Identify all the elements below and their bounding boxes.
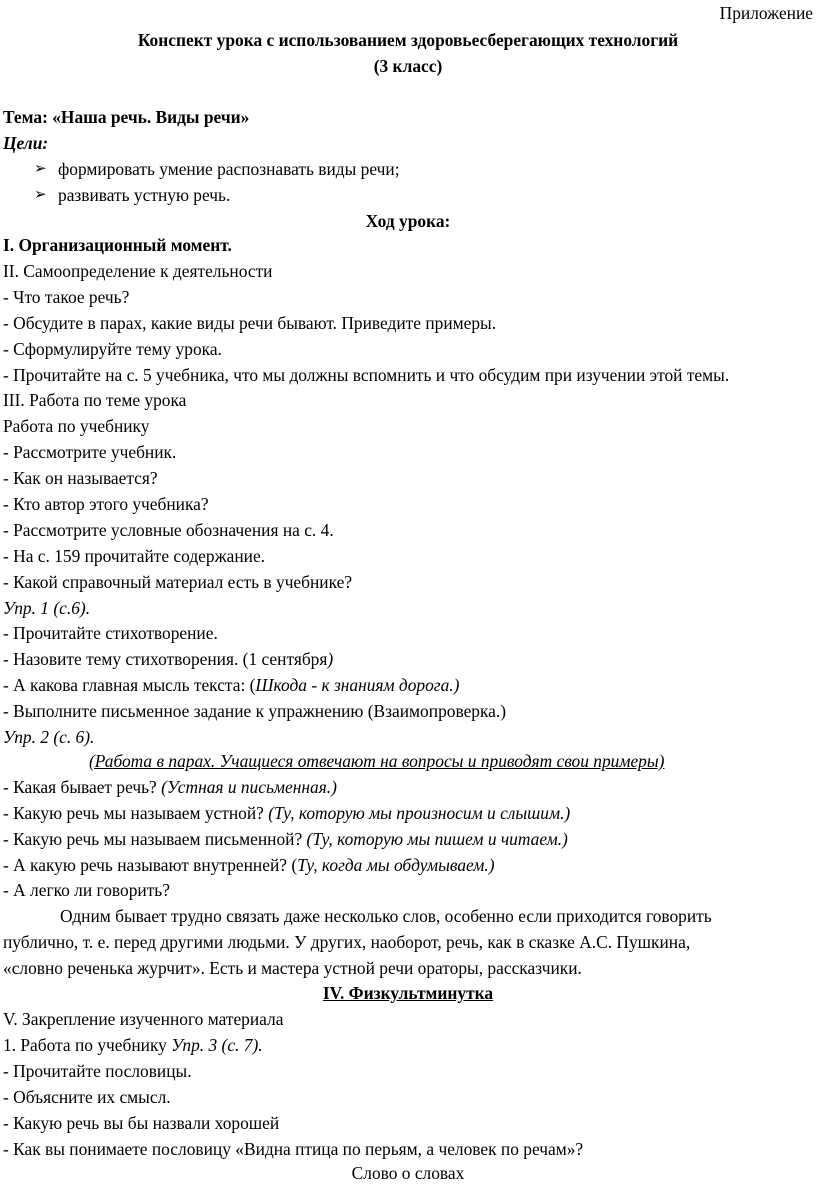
question-line: - Рассмотрите учебник. <box>3 442 177 462</box>
question-line: - Какой справочный материал есть в учебнике? <box>3 572 353 592</box>
question-line: - А легко ли говорить? <box>3 880 170 900</box>
question-line <box>3 852 495 878</box>
stage-heading: III. Работа по теме урока <box>3 390 187 410</box>
section-text: 1. Работа по учебнику <box>3 1035 172 1055</box>
goal-item: формировать умение распознавать виды речи; <box>58 159 400 179</box>
question-line: - Как вы понимаете пословицу «Видна птица по перьям, а человек по речам»? <box>3 1139 584 1159</box>
question-text: - А какова главная мысль текста: ( <box>3 675 256 695</box>
paragraph-line <box>3 929 813 955</box>
section-line <box>3 1032 263 1058</box>
stage-heading: V. Закрепление изученного материала <box>3 1009 284 1029</box>
question-line <box>3 774 337 800</box>
lesson-heading-text: Ход урока: <box>365 211 451 231</box>
question-line: - Объясните их смысл. <box>3 1087 171 1107</box>
question-line: - Обсудите в парах, какие виды речи бывают. Приведите примеры. <box>3 313 497 333</box>
question-line: - Прочитайте на с. 5 учебника, что мы должны вспомнить и что обсудим при изучении этой темы. <box>3 365 730 385</box>
question-text: - Назовите тему стихотворения. (1 сентября <box>3 649 328 669</box>
question-text: - Какая бывает речь? <box>3 777 162 797</box>
document-subtitle: (3 класс) <box>373 56 443 76</box>
exercise-label: Упр. 1 (с.6). <box>3 598 91 618</box>
paragraph-line <box>3 903 813 929</box>
lesson-topic: Тема: «Наша речь. Виды речи» <box>3 107 250 127</box>
lesson-heading <box>0 208 816 234</box>
question-line: - Сформулируйте тему урока. <box>3 339 222 359</box>
question-text: - А какую речь называют внутренней? ( <box>3 855 298 875</box>
answer-text: Шкода - к знаниям дорога.) <box>255 675 460 695</box>
pair-work-note: (Работа в парах. Учащиеся отвечают на вопросы и приводят свои примеры) <box>89 751 665 771</box>
section-heading: Слово о словах <box>351 1163 465 1183</box>
question-line: - Выполните письменное задание к упражнению (Взаимопроверка.) <box>3 701 507 721</box>
paragraph-text: Одним бывает трудно связать даже несколько слов, особенно если приходится говорить <box>60 906 712 926</box>
exercise-label: Упр. 2 (с. 6). <box>3 727 95 747</box>
question-line: - Какую речь вы бы назвали хорошей <box>3 1113 280 1133</box>
question-line: - Прочитайте стихотворение. <box>3 623 218 643</box>
question-line: - Прочитайте пословицы. <box>3 1061 192 1081</box>
question-line: - Рассмотрите условные обозначения на с. 4. <box>3 520 334 540</box>
arrowhead-bullet-icon: ➢ <box>34 161 47 177</box>
arrowhead-bullet-icon: ➢ <box>34 187 47 203</box>
answer-text: Ту, когда мы обдумываем.) <box>297 855 495 875</box>
question-line <box>3 800 570 826</box>
answer-text: (Ту, которую мы произносим и слышим.) <box>268 803 571 823</box>
appendix-label: Приложение <box>719 3 813 23</box>
stage-heading: II. Самоопределение к деятельности <box>3 261 273 281</box>
question-line: - Кто автор этого учебника? <box>3 494 209 514</box>
question-line <box>3 646 333 672</box>
question-line <box>3 672 459 698</box>
question-text: - Какую речь мы называем устной? <box>3 803 269 823</box>
paragraph-text: публично, т. е. перед другими людьми. У других, наоборот, речь, как в сказке А.С. Пушкина, <box>3 932 691 952</box>
goal-item: развивать устную речь. <box>58 185 231 205</box>
exercise-ref: Упр. 3 (с. 7). <box>171 1035 263 1055</box>
goals-label: Цели: <box>3 133 49 153</box>
section-line: Работа по учебнику <box>3 416 150 436</box>
answer-text: (Устная и письменная.) <box>161 777 337 797</box>
stage-heading: I. Организационный момент. <box>3 235 232 255</box>
question-line: - Что такое речь? <box>3 287 130 307</box>
question-line: - Как он называется? <box>3 468 158 488</box>
question-line: - На с. 159 прочитайте содержание. <box>3 546 266 566</box>
question-line <box>3 826 568 852</box>
question-text: - Какую речь мы называем письменной? <box>3 829 307 849</box>
stage-heading: IV. Физкультминутка <box>322 983 494 1003</box>
paragraph-line: «словно реченька журчит». Есть и мастера устной речи ораторы, рассказчики. <box>3 958 582 978</box>
answer-text: (Ту, которую мы пишем и читаем.) <box>306 829 568 849</box>
answer-text: ) <box>327 649 334 669</box>
document-title: Конспект урока с использованием здоровьесберегающих технологий <box>137 30 679 50</box>
